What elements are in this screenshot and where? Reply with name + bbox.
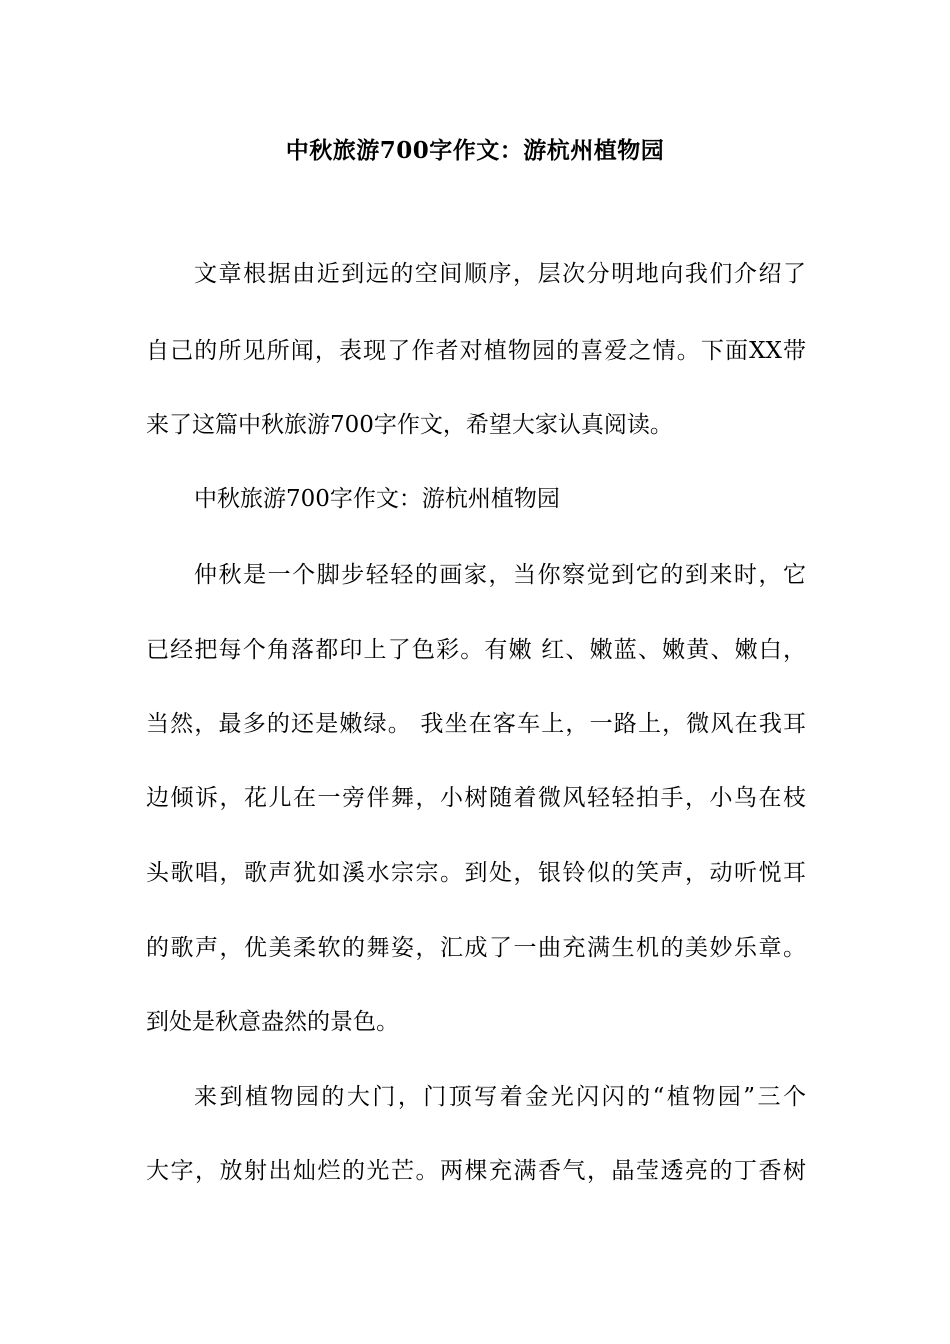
paragraph-line: 的歌声，优美柔软的舞姿，汇成了一曲充满生机的美妙乐章。	[146, 935, 806, 961]
document-title: 中秋旅游700字作文：游杭州植物园	[285, 137, 665, 164]
paragraph-line: 文章根据由近到远的空间顺序，层次分明地向我们介绍了	[194, 261, 806, 287]
paragraph-line: 来到植物园的大门，门顶写着金光闪闪的“植物园”三个	[194, 1084, 806, 1110]
paragraph-line: 到处是秋意盎然的景色。	[146, 1009, 399, 1035]
paragraph-line: 自己的所见所闻，表现了作者对植物园的喜爱之情。下面XX带	[146, 338, 806, 364]
paragraph-line: 大字，放射出灿烂的光芒。两棵充满香气，晶莹透亮的丁香树	[146, 1158, 806, 1184]
paragraph-line: 当然，最多的还是嫩绿。 我坐在客车上，一路上，微风在我耳	[146, 711, 806, 737]
paragraph-line: 已经把每个角落都印上了色彩。有嫩 红、嫩蓝、嫩黄、嫩白，	[146, 637, 806, 663]
subtitle-line: 中秋旅游700字作文：游杭州植物园	[194, 486, 560, 512]
paragraph-line: 仲秋是一个脚步轻轻的画家，当你察觉到它的到来时，它	[194, 562, 806, 588]
paragraph-line: 边倾诉，花儿在一旁伴舞，小树随着微风轻轻拍手，小鸟在枝	[146, 785, 806, 811]
paragraph-line: 来了这篇中秋旅游700字作文，希望大家认真阅读。	[146, 412, 673, 438]
paragraph-line: 头歌唱，歌声犹如溪水宗宗。到处，银铃似的笑声，动听悦耳	[146, 860, 806, 886]
